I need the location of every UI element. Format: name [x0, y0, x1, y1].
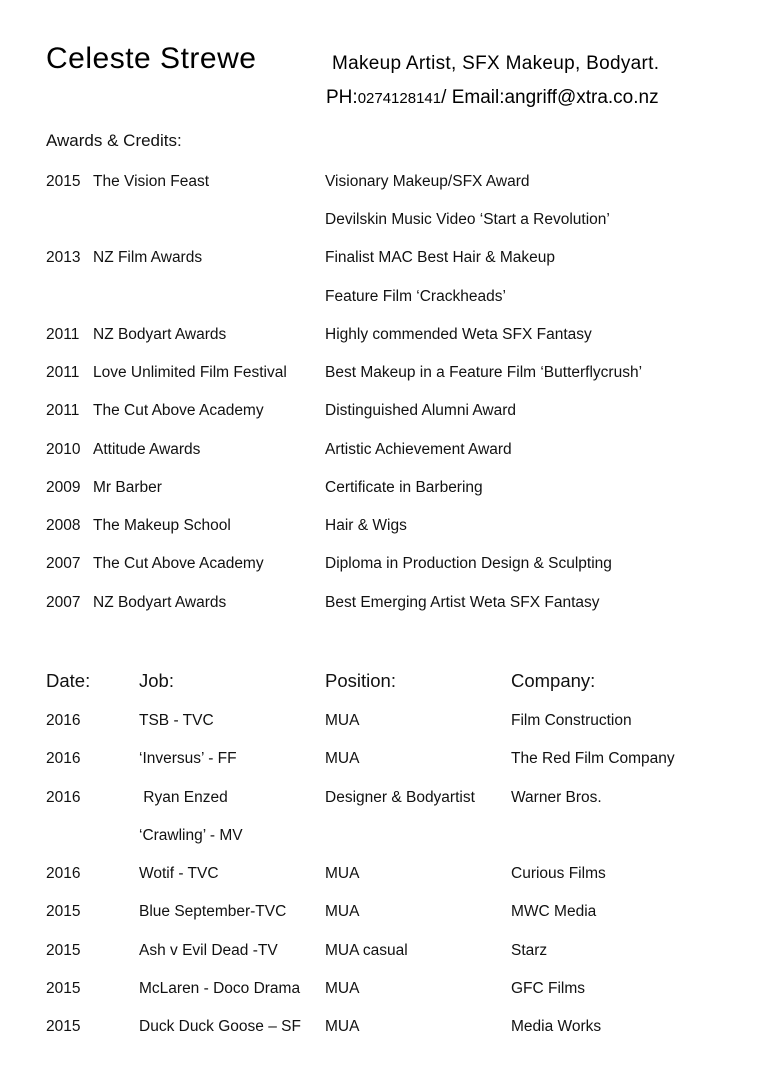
job-position: MUA casual	[325, 942, 408, 959]
award-title: Diploma in Production Design & Sculpting	[325, 555, 612, 572]
job-row	[0, 789, 768, 813]
phone-number: 0274128141	[357, 90, 442, 107]
award-title: Hair & Wigs	[325, 517, 407, 534]
job-position: MUA	[325, 865, 360, 882]
job-position: MUA	[325, 1018, 360, 1035]
award-event: The Cut Above Academy	[93, 402, 264, 419]
award-year: 2015	[46, 173, 81, 190]
award-title: Best Emerging Artist Weta SFX Fantasy	[325, 594, 600, 611]
job-company: GFC Films	[511, 980, 586, 997]
award-year: 2011	[46, 364, 80, 381]
job-date: 2015	[46, 942, 81, 959]
award-row	[0, 402, 768, 426]
award-title: Highly commended Weta SFX Fantasy	[325, 326, 592, 343]
award-title: Distinguished Alumni Award	[325, 402, 516, 419]
profession-tagline: Makeup Artist, SFX Makeup, Bodyart.	[332, 53, 660, 74]
person-name: Celeste Strewe	[46, 42, 257, 75]
award-row	[0, 517, 768, 541]
job-title: Duck Duck Goose – SF	[139, 1018, 301, 1035]
award-row	[0, 288, 768, 312]
award-title: Devilskin Music Video ‘Start a Revolution’	[325, 211, 610, 228]
award-row	[0, 326, 768, 350]
job-company: Media Works	[511, 1018, 602, 1035]
job-date: 2015	[46, 980, 81, 997]
award-year: 2011	[46, 326, 80, 343]
award-event: The Cut Above Academy	[93, 555, 264, 572]
award-title: Certificate in Barbering	[325, 479, 483, 496]
job-title: ‘Inversus’ - FF	[139, 750, 237, 767]
jobs-header-company: Company:	[511, 670, 596, 691]
job-title: Ryan Enzed	[139, 789, 228, 806]
award-title: Finalist MAC Best Hair & Makeup	[325, 249, 555, 266]
award-row	[0, 249, 768, 273]
job-position: MUA	[325, 980, 360, 997]
job-row	[0, 865, 768, 889]
job-position: MUA	[325, 903, 360, 920]
contact-separator: /	[441, 87, 452, 108]
job-row	[0, 827, 768, 851]
job-row	[0, 903, 768, 927]
job-company: The Red Film Company	[511, 750, 675, 767]
job-title: McLaren - Doco Drama	[139, 980, 301, 997]
job-company: Film Construction	[511, 712, 632, 729]
award-event: Love Unlimited Film Festival	[93, 364, 287, 381]
award-event: The Makeup School	[93, 517, 231, 534]
award-title: Best Makeup in a Feature Film ‘Butterflycrush’	[325, 364, 643, 381]
award-row	[0, 594, 768, 618]
award-row	[0, 441, 768, 465]
award-event: NZ Bodyart Awards	[93, 594, 227, 611]
award-year: 2009	[46, 479, 81, 496]
job-date: 2016	[46, 750, 81, 767]
award-title: Artistic Achievement Award	[325, 441, 512, 458]
job-company: Starz	[511, 942, 548, 959]
job-company: Curious Films	[511, 865, 606, 882]
jobs-header-position: Position:	[325, 670, 396, 691]
award-event: The Vision Feast	[93, 173, 210, 190]
job-row	[0, 1018, 768, 1042]
job-title: Blue September-TVC	[139, 903, 287, 920]
job-row	[0, 942, 768, 966]
job-company: MWC Media	[511, 903, 597, 920]
award-row	[0, 173, 768, 197]
award-year: 2013	[46, 249, 81, 266]
award-event: NZ Film Awards	[93, 249, 203, 266]
award-event: NZ Bodyart Awards	[93, 326, 227, 343]
job-date: 2015	[46, 903, 81, 920]
award-row	[0, 479, 768, 503]
award-year: 2010	[46, 441, 81, 458]
job-date: 2016	[46, 712, 81, 729]
award-event: Mr Barber	[93, 479, 162, 496]
job-position: Designer & Bodyartist	[325, 789, 475, 806]
jobs-header-job: Job:	[139, 670, 174, 691]
job-title: TSB - TVC	[139, 712, 214, 729]
email-address: Email:angriff@xtra.co.nz	[451, 87, 659, 108]
job-title: ‘Crawling’ - MV	[139, 827, 243, 844]
award-row	[0, 364, 768, 388]
job-date: 2016	[46, 789, 81, 806]
job-row	[0, 750, 768, 774]
job-company: Warner Bros.	[511, 789, 602, 806]
jobs-header-date: Date:	[46, 670, 91, 691]
award-row	[0, 555, 768, 579]
job-date: 2015	[46, 1018, 81, 1035]
award-year: 2007	[46, 555, 81, 572]
job-date: 2016	[46, 865, 81, 882]
award-row	[0, 211, 768, 235]
contact-line	[326, 87, 659, 109]
award-year: 2011	[46, 402, 80, 419]
award-title: Visionary Makeup/SFX Award	[325, 173, 530, 190]
job-title: Wotif - TVC	[139, 865, 219, 882]
phone-label: PH:	[326, 87, 358, 108]
job-title: Ash v Evil Dead -TV	[139, 942, 278, 959]
job-position: MUA	[325, 750, 360, 767]
award-year: 2008	[46, 517, 81, 534]
job-row	[0, 980, 768, 1004]
award-year: 2007	[46, 594, 81, 611]
award-title: Feature Film ‘Crackheads’	[325, 288, 506, 305]
job-row	[0, 712, 768, 736]
job-position: MUA	[325, 712, 360, 729]
awards-section-title: Awards & Credits:	[46, 131, 182, 150]
award-event: Attitude Awards	[93, 441, 201, 458]
